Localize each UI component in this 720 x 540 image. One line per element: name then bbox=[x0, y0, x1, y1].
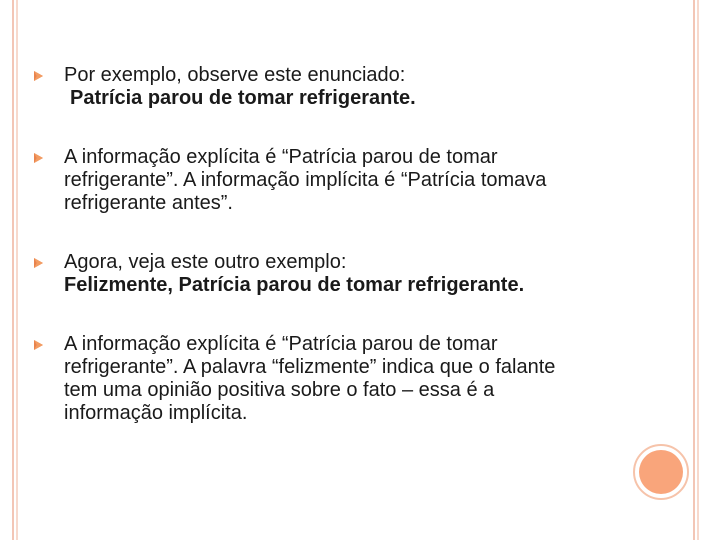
frame-left-outer bbox=[12, 0, 14, 540]
bullet-item-1 bbox=[34, 64, 664, 110]
bullet-text: refrigerante”. A palavra “felizmente” indica que o falante bbox=[64, 356, 556, 378]
bullet-item-4 bbox=[34, 333, 664, 425]
bullet-arrow-icon bbox=[34, 153, 43, 163]
bullet-arrow-icon bbox=[34, 71, 43, 81]
bullet-text: refrigerante antes”. bbox=[64, 192, 233, 214]
example-sentence: Patrícia parou de tomar refrigerante. bbox=[70, 87, 416, 109]
bullet-arrow-icon bbox=[34, 258, 43, 268]
decorative-dot bbox=[639, 450, 683, 494]
bullet-text: tem uma opinião positiva sobre o fato – essa é a bbox=[64, 379, 495, 401]
bullet-text: Por exemplo, observe este enunciado: bbox=[64, 64, 406, 86]
bullet-item-2 bbox=[34, 146, 664, 215]
bullet-item-3 bbox=[34, 251, 664, 297]
bullet-text: refrigerante”. A informação implícita é “Patrícia tomava bbox=[64, 169, 547, 191]
bullet-arrow-icon bbox=[34, 340, 43, 350]
bullet-text: Agora, veja este outro exemplo: bbox=[64, 251, 347, 273]
bullet-text: A informação explícita é “Patrícia parou de tomar bbox=[64, 146, 498, 168]
decorative-circle bbox=[633, 444, 689, 500]
slide-content bbox=[34, 64, 664, 425]
bullet-text: A informação explícita é “Patrícia parou de tomar bbox=[64, 333, 498, 355]
example-sentence: Felizmente, Patrícia parou de tomar refrigerante. bbox=[64, 274, 525, 296]
bullet-text: informação implícita. bbox=[64, 402, 248, 424]
frame-right-inner bbox=[697, 0, 699, 540]
frame-left-inner bbox=[16, 0, 18, 540]
frame-right-outer bbox=[693, 0, 695, 540]
